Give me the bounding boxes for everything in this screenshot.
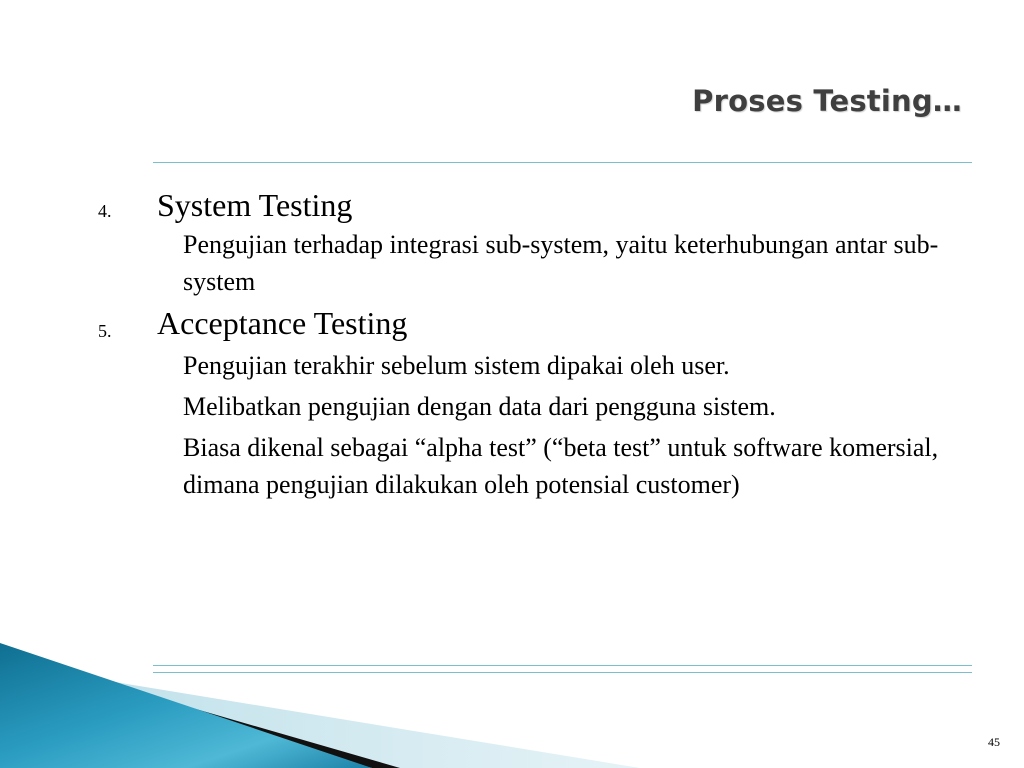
item-point: Pengujian terhadap integrasi sub-system, yaitu keterhubungan antar sub-system — [183, 230, 939, 296]
bottom-divider — [153, 672, 972, 673]
light-band — [60, 673, 640, 768]
list-item-system-testing — [98, 184, 978, 300]
blue-wedge — [0, 643, 372, 768]
page-number: 45 — [988, 735, 1000, 749]
slide-title: Proses Testing… — [692, 84, 962, 118]
item-title: Acceptance Testing — [157, 305, 408, 341]
slide-body — [98, 184, 978, 503]
top-divider — [153, 162, 972, 163]
bottom-divider — [153, 665, 972, 666]
item-number: 5. — [98, 321, 112, 341]
dark-stripe — [0, 661, 400, 768]
item-point: Biasa dikenal sebagai “alpha test” (“beta test” untuk software komersial, dimana pengujian dilakukan oleh potensial customer) — [183, 433, 939, 499]
item-point: Melibatkan pengujian dengan data dari pengguna sistem. — [183, 392, 776, 421]
list-item-acceptance-testing — [98, 302, 978, 503]
item-number: 4. — [98, 201, 112, 221]
item-title: System Testing — [157, 187, 353, 223]
corner-decoration — [0, 643, 640, 768]
item-point: Pengujian terakhir sebelum sistem dipakai oleh user. — [183, 351, 730, 380]
